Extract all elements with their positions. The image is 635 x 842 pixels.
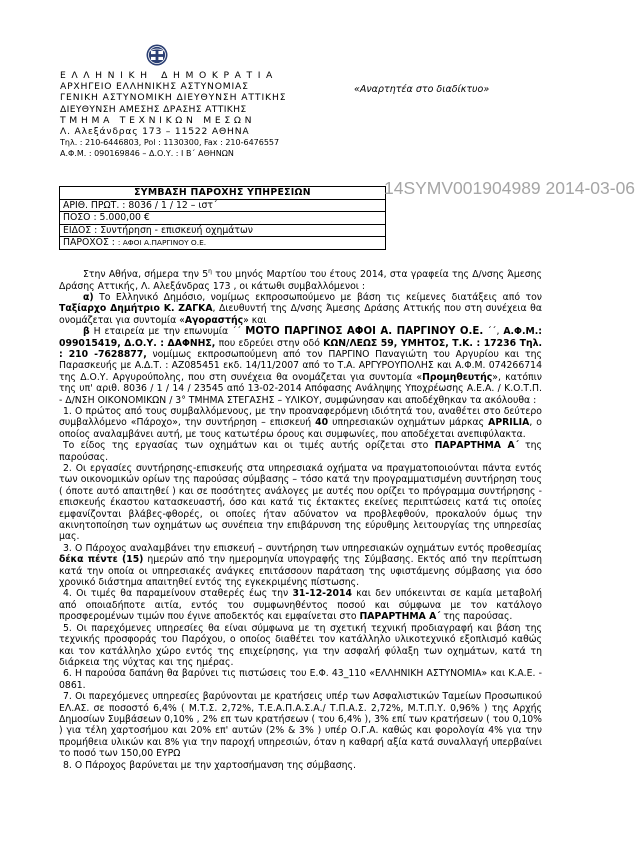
clause-6: 6. Η παρούσα δαπάνη θα βαρύνει τις πιστώσεις του Ε.Φ. 43_110 «ΕΛΛΗΝΙΚΗ ΑΣΤΥΝΟΜΙΑ» και Κ.Α.Ε. - 0861.: [59, 668, 542, 691]
header-directorate: ΓΕΝΙΚΗ ΑΣΤΥΝΟΜΙΚΗ ΔΙΕΥΘΥΝΣΗ ΑΤΤΙΚΗΣ: [60, 92, 287, 104]
header-address: Λ. Αλεξάνδρας 173 – 11522 ΑΘΗΝΑ: [60, 126, 250, 138]
party-a-paragraph: α) Το Ελληνικό Δημόσιο, νομίμως εκπροσωπούμενο με βάση τις κείμενες διατάξεις από τον Ταξίαρχο Δημήτριο Κ. ΖΑΓΚΑ, Διευθυντή της Δ/νσης Άμεσης Δράσης Αττικής που στη συνέχεια θα ονομάζεται για συντομία «Αγοραστής» και: [59, 291, 542, 326]
header-division: ΔΙΕΥΘΥΝΣΗ ΑΜΕΣΗΣ ΔΡΑΣΗΣ ΑΤΤΙΚΗΣ: [60, 103, 247, 115]
header-department: ΤΜΗΜΑ ΤΕΧΝΙΚΩΝ ΜΕΣΩΝ: [60, 114, 256, 126]
clause-2: 2. Οι εργασίες συντήρησης-επισκευής στα υπηρεσιακά οχήματα να πραγματοποιούνται πάντα εντός των οικονομικών ορίων της παρούσας σύμβασης – τόσο κατά την προγραμματισμένη συντήρηση τους ( όποτε αυτό απαιτηθεί ) και σε ποσότητες ανάλογες με αυτές που ορίζει το πρόγραμμα συντήρησης - επισκευής έκαστου κατασκευαστή, όσο και κατά τις έκτακτες εκείνες περιπτώσεις κατά τις οποίες εμφανίζονται βλάβες-φθορές, οι οποίες ήταν αδύνατον να προβλεφθούν, προκαλούν όμως την ακινητοποίηση των οχημάτων ως συνέπεια την επιβάρυνση της εύρυθμης λειτουργίας της υπηρεσίας μας.: [59, 463, 542, 543]
intro-paragraph: Στην Αθήνα, σήμερα την $5^\eta$ του μηνός Μαρτίου του έτους 2014, στα γραφεία της Δ/νσης Άμεσης Δράσης Αττικής, Λ. Αλεξάνδρας 173 , οι κάτωθι συμβαλλόμενοι :: [59, 268, 542, 292]
clause-1: 1. Ο πρώτος από τους συμβαλλόμενους, με την προαναφερόμενη ιδιότητά του, αναθέτει στο δεύτερο συμβαλλόμενο «Πάροχο», την συντήρηση – επισκευή 40 υπηρεσιακών οχημάτων μάρκας APRILIA, ο οποίος αναλαμβάνει αυτή, με τους κατωτέρω όρους και συμφωνίες, που αποδέχεται ανεπιφύλακτα.: [59, 405, 542, 440]
clause-4: 4. Οι τιμές θα παραμείνουν σταθερές έως την 31-12-2014 και δεν υπόκεινται σε καμία μεταβολή από οποιαδήποτε αιτία, εντός του συμφωνηθέντος ποσού και σύμφωνα με τον κατάλογο προσφερομένων τιμών που έγινε αποδεκτός και εμφαίνεται στο ΠΑΡΑΡΤΗΜΑ Α΄ της παρούσας.: [59, 588, 543, 623]
issuer-header: [60, 70, 380, 160]
clause-7: 7. Οι παρεχόμενες υπηρεσίες βαρύνονται με κρατήσεις υπέρ των Ασφαλιστικών Ταμείων Προσωπικού ΕΛ.ΑΣ. σε ποσοστό 6,4% ( Μ.Τ.Σ. 2,72%, Τ.Ε.Α.Π.Α.Σ.Α./ Τ.Π.Α.Σ. 2,72%, Μ.Τ.Π.Υ. 0,96% ) της Αρχής Δημοσίων Συμβάσεων 0,10% , 2% επ των κρατήσεων ( του 6,4% ), 3% επί των κρατήσεων ( του 0,10% ) για τέλη χαρτοσήμου και 20% επ' αυτών (2% & 3% ) υπέρ Ο.Γ.Α. καθώς και φορολογία 4% για την προμήθεια υλικών και 8% για την παροχή υπηρεσιών, όταν η καθαρή αξία κατά συναλλαγή υπερβαίνει το ποσό των 150,00 ΕΥΡΩ: [59, 691, 542, 760]
header-hq: ΑΡΧΗΓΕΙΟ ΕΛΛΗΝΙΚΗΣ ΑΣΤΥΝΟΜΙΑΣ: [60, 81, 249, 93]
clause-1-annex: Το είδος της εργασίας των οχημάτων και οι τιμές αυτής ορίζεται στο ΠΑΡΑΡΤΗΜΑ Α΄ της παρούσας.: [59, 440, 543, 463]
clause-8: 8. Ο Πάροχος βαρύνεται με την χαρτοσήμανση της σύμβασης.: [63, 759, 356, 771]
contract-title: ΣΥΜΒΑΣΗ ΠΑΡΟΧΗΣ ΥΠΗΡΕΣΙΩΝ: [60, 187, 386, 200]
header-tax-id: Α.Φ.Μ. : 090169846 – Δ.Ο.Υ. : Ι Β΄ ΑΘΗΝΩΝ: [60, 149, 234, 159]
contract-body: [59, 266, 542, 771]
contract-summary-table: [59, 186, 386, 250]
posting-note: «Αναρτητέα στο διαδίκτυο»: [354, 84, 490, 95]
clause-5: 5. Οι παρεχόμενες υπηρεσίες θα είναι σύμφωνα με τη σχετική τεχνική προδιαγραφή και βάση της τεχνικής προσφοράς του Παρόχου, ο οποίος διαθέτει τον κατάλληλο υλικοτεχνικό εξοπλισμό καθώς και τον κατάλληλο χώρο εντός της επιχείρησης, για την ασφαλή φύλαξη των οχημάτων, κατά τη διάρκεια της νύχτας και της ημέρας.: [59, 622, 542, 668]
greek-emblem-icon: [146, 44, 168, 66]
contract-amount: ΠΟΣΟ : 5.000,00 €: [60, 212, 386, 225]
clause-3: 3. Ο Πάροχος αναλαμβάνει την επισκευή – συντήρηση των υπηρεσιακών οχημάτων εντός προθεσμίας δέκα πέντε (15) ημερών από την ημερομηνία υπογραφής της Σύμβασης. Εκτός από την περίπτωση κατά την οποία οι υπηρεσιακές ανάγκες επιτάσσουν παράταση της υφιστάμενης σύμβασης για όσο χρονικό διάστημα απαιτηθεί εντός της εγκεκριμένης πίστωσης.: [59, 542, 543, 589]
contract-type: ΕΙΔΟΣ : Συντήρηση - επισκευή οχημάτων: [60, 224, 386, 237]
header-phones: Τηλ. : 210-6446803, Pol : 1130300, Fax : 210-6476557: [60, 138, 280, 148]
provider-value: : ΑΦΟΙ Α.ΠΑΡΓΙΝΟΥ Ο.Ε.: [117, 238, 207, 248]
provider-label: ΠΑΡΟΧΟΣ :: [63, 237, 118, 249]
party-b-paragraph: β Η εταιρεία με την επωνυμία ΄΄ ΜΟΤΟ ΠΑΡΓΙΝΟΣ ΑΦΟΙ Α. ΠΑΡΓΙΝΟΥ Ο.Ε. ΄΄, Α.Φ.Μ.: 099015419, Δ.Ο.Υ. : ΔΑΦΝΗΣ, που εδρεύει στην οδό ΚΩΝ/ΛΕΩΣ 59, ΥΜΗΤΟΣ, Τ.Κ. : 17236 Τηλ. : 210 -7628877, νομίμως εκπροσωπούμενη από τον ΠΑΡΓΙΝΟ Παναγιώτη του Αργυρίου και της Παρασκευής με Α.Δ.Τ. : ΑΖ085451 εκδ. 14/11/2007 από το Τ.Α. ΑΡΓΥΡΟΥΠΟΛΗΣ και Α.Φ.Μ. 074266714 της Δ.Ο.Υ. Αργυρούπολης, που στη συνέχεια θα ονομάζεται για συντομία «Προμηθευτής», κατόπιν της υπ' αριθ. 8036 / 1 / 14 / 23545 από 13-02-2014 Απόφασης Ανάληψης Υποχρέωσης Α.Ε.Α. / Κ.Ο.Τ.Π. - Δ/ΝΣΗ ΟΙΚΟΝΟΜΙΚΩΝ / 3° ΤΜΗΜΑ ΣΤΕΓΑΣΗΣ – ΥΛΙΚΟΥ, συμφώνησαν και αποδέχθηκαν τα ακόλουθα :: [59, 326, 542, 406]
registry-stamp: 14SYMV001904989 2014-03-06: [384, 178, 635, 198]
header-country: ΕΛΛΗΝΙΚΗ ΔΗΜΟΚΡΑΤΙΑ: [60, 70, 278, 81]
contract-provider: [60, 237, 386, 250]
protocol-number: ΑΡΙΘ. ΠΡΩΤ. : 8036 / 1 / 12 – ιστ΄: [60, 199, 386, 212]
